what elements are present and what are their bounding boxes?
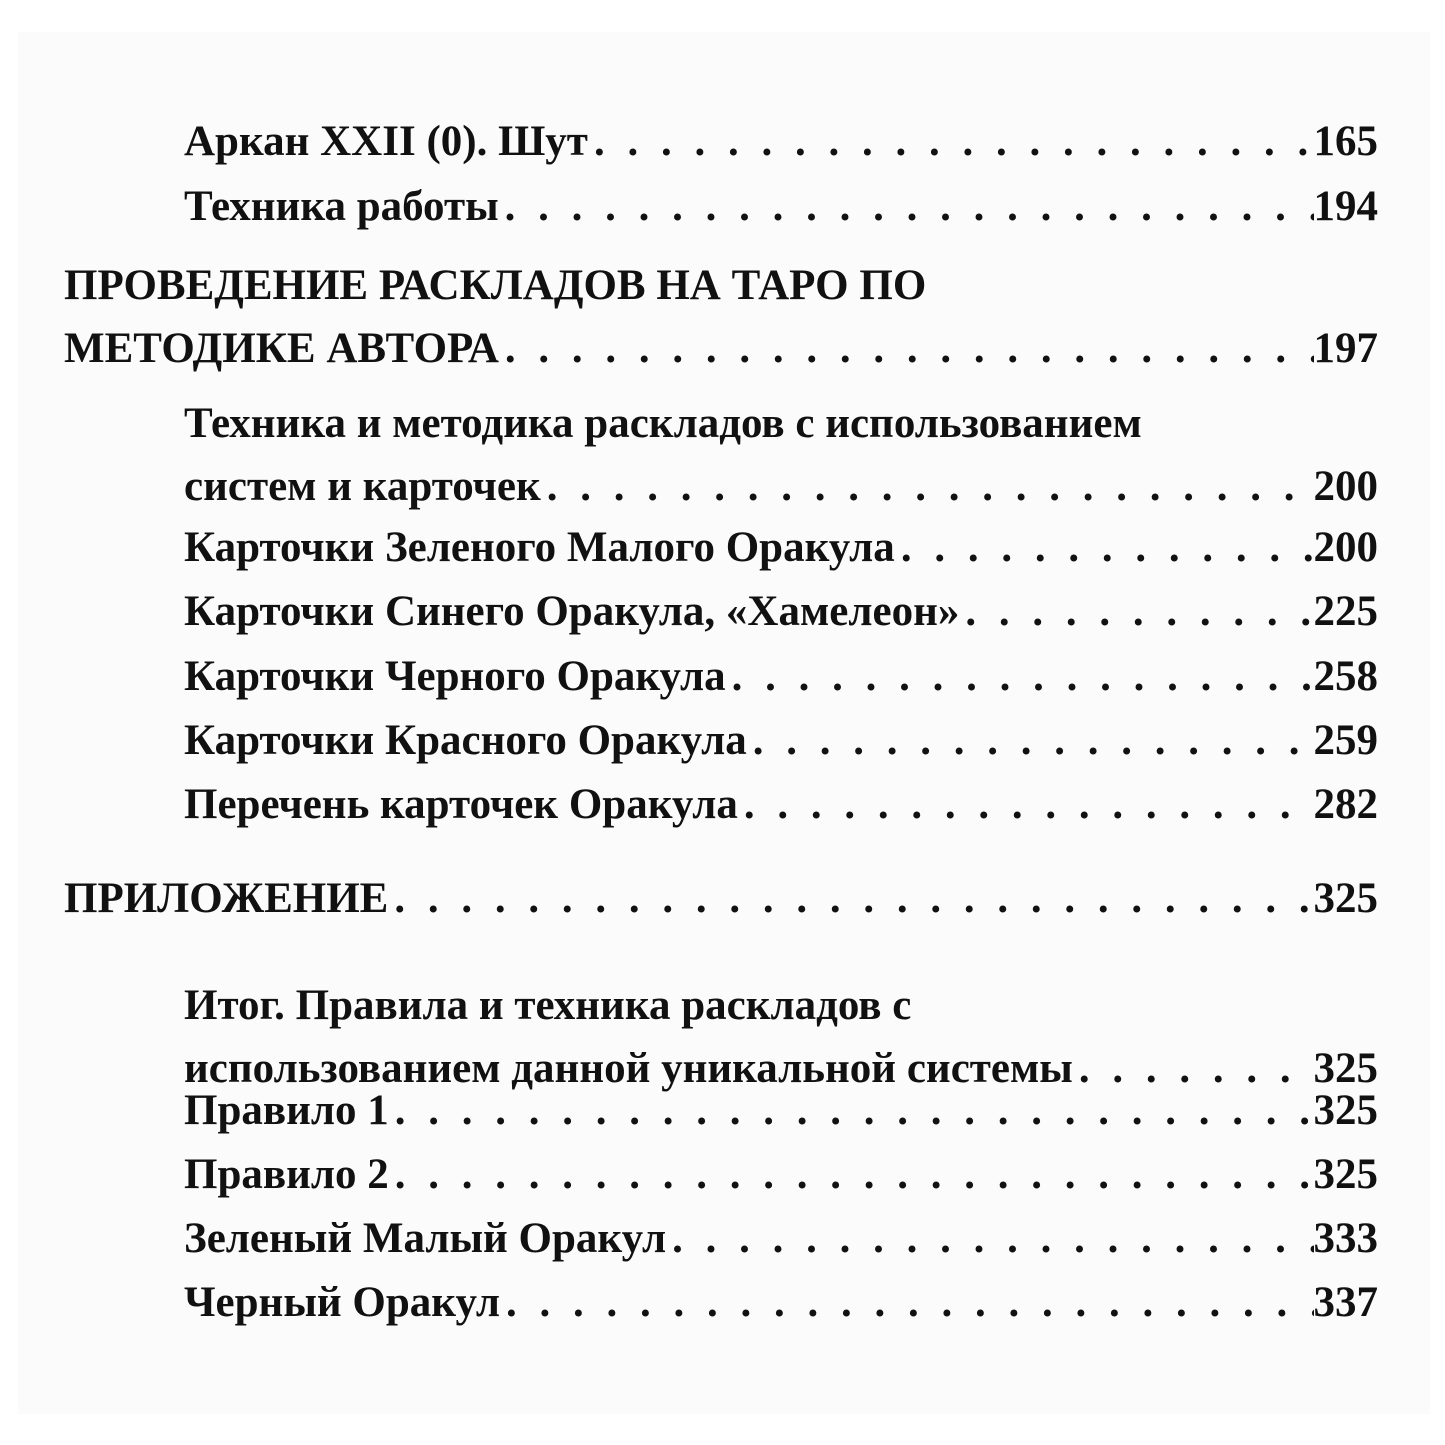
toc-entry-title-line: Итог. Правила и техника раскладов с	[184, 982, 912, 1029]
toc-entry	[184, 709, 1378, 772]
dot-leader	[666, 1207, 1313, 1270]
book-page	[18, 32, 1430, 1414]
dot-leader	[588, 110, 1314, 173]
toc-page-number: 200	[1313, 524, 1378, 571]
toc-entry-title: Техника работы	[184, 183, 499, 230]
toc-entry	[184, 1143, 1378, 1206]
toc-page-number: 333	[1313, 1215, 1378, 1262]
toc-page-number: 200	[1313, 463, 1378, 510]
toc-entry-title: Аркан XXII (0). Шут	[184, 118, 588, 165]
toc-entry	[184, 175, 1378, 238]
toc-page-number: 325	[1313, 1151, 1378, 1198]
toc-page-number: 225	[1313, 588, 1378, 635]
toc-entry-title: Правило 1	[184, 1087, 389, 1134]
dot-leader	[499, 175, 1314, 238]
dot-leader	[895, 516, 1314, 579]
toc-entry-title-line: Техника и методика раскладов с использованием	[184, 400, 1142, 447]
toc-entry-title: Черный Оракул	[184, 1279, 501, 1326]
toc-entry	[184, 392, 1378, 518]
toc-section-entry	[64, 867, 1378, 930]
dot-leader	[726, 645, 1314, 708]
toc-entry-title: систем и карточек	[184, 463, 541, 510]
dot-leader	[738, 773, 1314, 836]
toc-page-number: 325	[1313, 1087, 1378, 1134]
toc-entry-title: Зеленый Малый Оракул	[184, 1215, 667, 1262]
toc-entry-title-line: ПРОВЕДЕНИЕ РАСКЛАДОВ НА ТАРО ПО	[64, 262, 927, 309]
toc-entry-title: Карточки Зеленого Малого Оракула	[184, 524, 895, 571]
toc-entry	[184, 1079, 1378, 1142]
toc-entry-title: Карточки Синего Оракула, «Хамелеон»	[184, 588, 960, 635]
toc-entry-title: ПРИЛОЖЕНИЕ	[64, 875, 389, 922]
toc-page-number: 258	[1313, 653, 1378, 700]
toc-entry	[184, 110, 1378, 173]
toc-entry	[184, 1207, 1378, 1270]
dot-leader	[959, 580, 1313, 643]
toc-entry	[184, 516, 1378, 579]
dot-leader	[499, 317, 1314, 380]
toc-entry-title: использованием данной уникальной системы	[184, 1045, 1073, 1092]
toc-page-number: 259	[1313, 717, 1378, 764]
dot-leader	[389, 1079, 1314, 1142]
toc-page-number: 325	[1313, 1045, 1378, 1092]
toc-page-number: 325	[1313, 875, 1378, 922]
toc-entry	[184, 580, 1378, 643]
toc-entry	[184, 773, 1378, 836]
dot-leader	[388, 867, 1313, 930]
toc-entry-title: МЕТОДИКЕ АВТОРА	[64, 325, 499, 372]
toc-page-number: 337	[1313, 1279, 1378, 1326]
toc-entry	[184, 645, 1378, 708]
toc-entry-title: Перечень карточек Оракула	[184, 781, 738, 828]
toc-page-number: 197	[1313, 325, 1378, 372]
dot-leader	[541, 455, 1314, 518]
toc-page-number: 165	[1313, 118, 1378, 165]
toc-section-entry	[64, 254, 1378, 380]
dot-leader	[747, 709, 1314, 772]
toc-page-number: 194	[1313, 183, 1378, 230]
dot-leader	[389, 1143, 1314, 1206]
toc-entry-title: Карточки Красного Оракула	[184, 717, 747, 764]
toc-entry	[184, 1271, 1378, 1334]
toc-page-number: 282	[1313, 781, 1378, 828]
toc-entry-title: Правило 2	[184, 1151, 389, 1198]
toc-entry-title: Карточки Черного Оракула	[184, 653, 726, 700]
dot-leader	[500, 1271, 1313, 1334]
